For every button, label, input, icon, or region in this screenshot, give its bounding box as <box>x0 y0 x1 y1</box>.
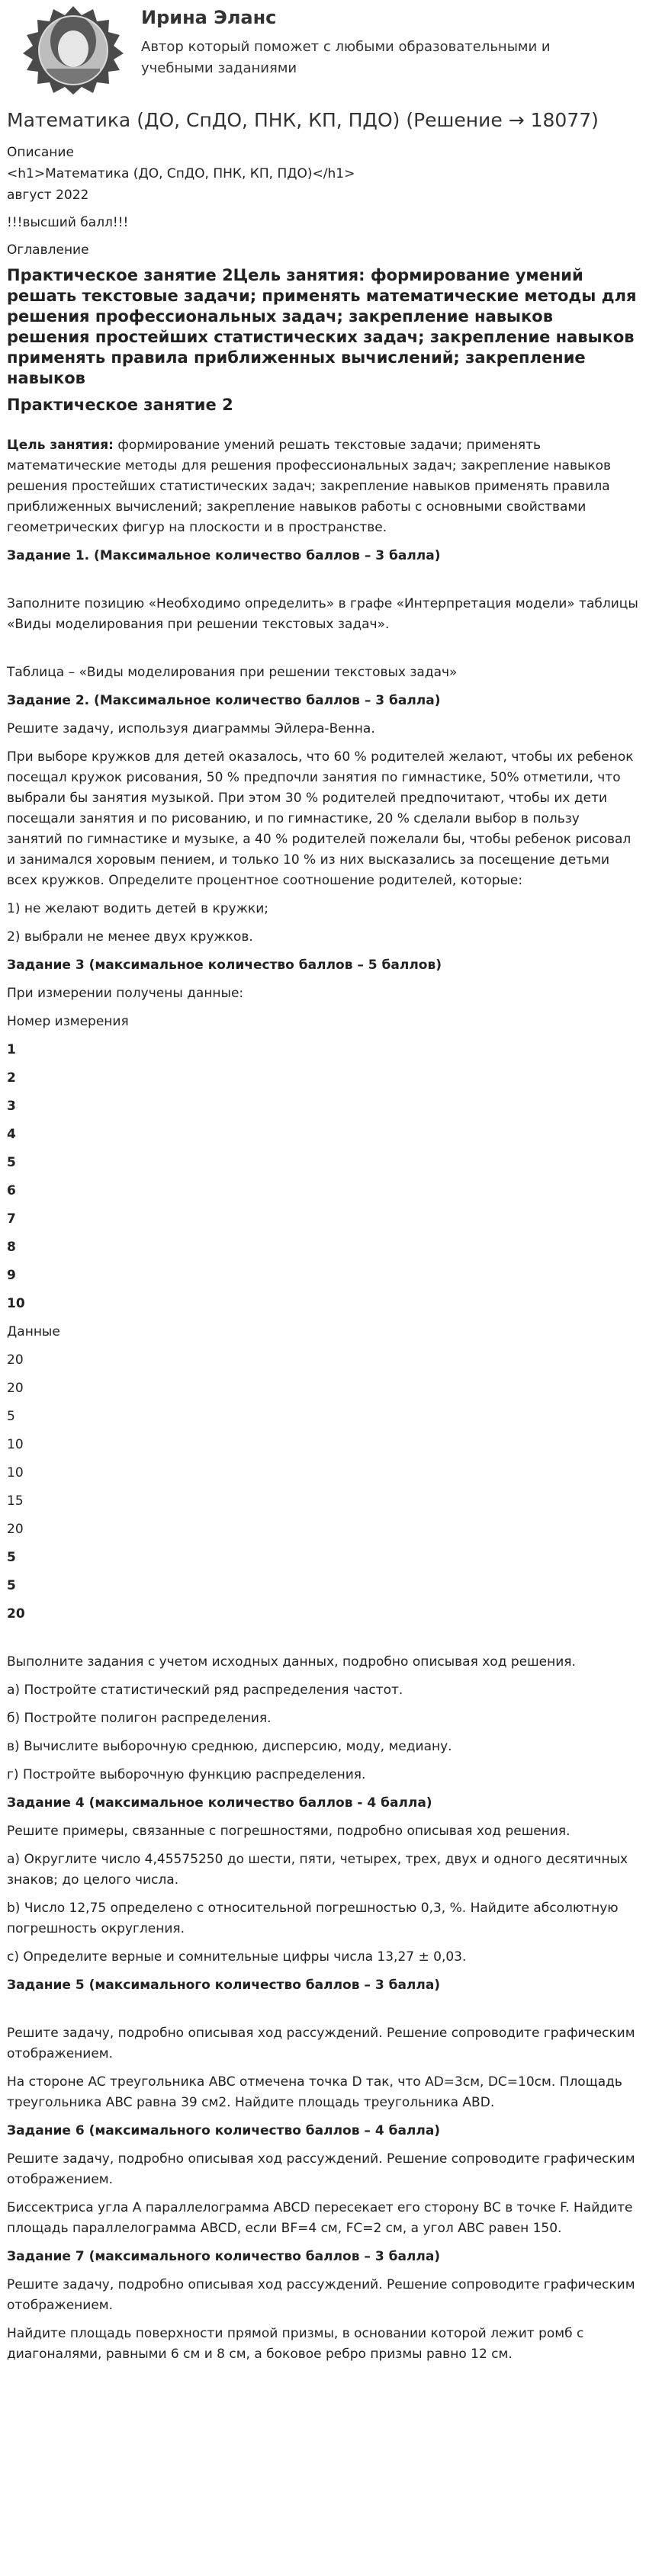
measurement-value: 20 <box>7 1381 24 1396</box>
measurement-value: 20 <box>7 1352 24 1368</box>
task5-text: На стороне AC треугольника ABC отмечена точка D так, что AD=3см, DC=10см. Площадь треугольника ABC равна 39 см2. Найдите площадь треугольника ABD. <box>7 2074 622 2110</box>
page-title: Математика (ДО, СпДО, ПНК, КП, ПДО) (Решение → 18077) <box>7 109 599 131</box>
toc-title: Практическое занятие 2Цель занятия: формирование умений решать текстовые задачи; применять математические методы для решения профессиональных задач; закрепление навыков решения простейших статистических задач; закрепление навыков применять правила приближенных вычислений; закрепление навыков <box>7 266 637 387</box>
task7-intro: Решите задачу, подробно описывая ход рассуждений. Решение сопроводите графическим отображением. <box>7 2277 635 2313</box>
measurement-number: 6 <box>7 1183 16 1198</box>
task7-text: Найдите площадь поверхности прямой призмы, в основании которой лежит ромб с диагоналями, равными 6 см и 8 см, а боковое ребро призмы равно 12 см. <box>7 2326 584 2362</box>
task7-heading: Задание 7 (максимального количество баллов – 3 балла) <box>7 2249 441 2264</box>
toc-label: Оглавление <box>7 242 89 258</box>
description-label: Описание <box>7 145 74 160</box>
practice-title: Практическое занятие 2 <box>7 396 233 414</box>
task2-item-1: 1) не желают водить детей в кружки; <box>7 901 268 916</box>
task3-item-a: а) Постройте статистический ряд распределения частот. <box>7 1683 403 1698</box>
task3-intro: При измерении получены данные: <box>7 986 244 1001</box>
task4-intro: Решите примеры, связанные с погрешностями, подробно описывая ход решения. <box>7 1824 570 1839</box>
goal-label: Цель занятия: <box>7 438 114 453</box>
task6-intro: Решите задачу, подробно описывая ход рассуждений. Решение сопроводите графическим отображением. <box>7 2151 635 2187</box>
measurement-number: 1 <box>7 1042 16 1057</box>
measurement-value: 15 <box>7 1493 24 1509</box>
task2-intro: Решите задачу, используя диаграммы Эйлера-Венна. <box>7 721 375 736</box>
spacer <box>7 2003 639 2023</box>
date-text: август 2022 <box>7 188 89 203</box>
goal-text: формирование умений решать текстовые задачи; применять математические методы для решения профессиональных задач; закрепление навыков решения простейших статистических задач; закрепление навыков применять правила приближенных вычислений; закрепление навыков работы с основными свойствами геометрических фигур на плоскости и в пространстве. <box>7 438 612 535</box>
measurement-value: 10 <box>7 1465 24 1480</box>
measurement-value: 5 <box>7 1550 16 1565</box>
measurement-value: 5 <box>7 1409 15 1424</box>
measurement-number: 10 <box>7 1296 25 1311</box>
measurement-value: 20 <box>7 1522 24 1537</box>
spacer <box>7 574 639 594</box>
task2-heading: Задание 2. (Максимальное количество баллов – 3 балла) <box>7 693 441 708</box>
highlight-text: !!!высший балл!!! <box>7 215 129 230</box>
raw-heading-text: <h1>Математика (ДО, СпДО, ПНК, КП, ПДО)</h1> <box>7 166 355 181</box>
task6-heading: Задание 6 (максимального количество баллов – 4 балла) <box>7 2123 441 2138</box>
task1-heading: Задание 1. (Максимальное количество баллов – 3 балла) <box>7 548 441 563</box>
measurement-value: 10 <box>7 1437 24 1452</box>
task4-item-c: c) Определите верные и сомнительные цифры числа 13,27 ± 0,03. <box>7 1949 467 1965</box>
task5-intro: Решите задачу, подробно описывая ход рассуждений. Решение сопроводите графическим отображением. <box>7 2026 635 2061</box>
task3-item-v: в) Вычислите выборочную среднюю, дисперсию, моду, медиану. <box>7 1739 452 1754</box>
task4-heading: Задание 4 (максимальное количество баллов - 4 балла) <box>7 1795 432 1811</box>
spacer <box>7 1632 639 1652</box>
measurement-number: 7 <box>7 1211 16 1227</box>
task5-heading: Задание 5 (максимального количество баллов – 3 балла) <box>7 1978 441 1993</box>
task3-item-b: б) Постройте полигон распределения. <box>7 1711 272 1726</box>
task4-item-b: b) Число 12,75 определено с относительной погрешностью 0,3, %. Найдите абсолютную погрешность округления. <box>7 1901 619 1936</box>
task3-instruction: Выполните задания с учетом исходных данных, подробно описывая ход решения. <box>7 1654 576 1670</box>
measurement-value: 20 <box>7 1606 25 1622</box>
measurement-value: 5 <box>7 1578 16 1593</box>
measurement-data-label: Данные <box>7 1324 60 1339</box>
goal-paragraph <box>7 435 639 538</box>
measurement-number: 2 <box>7 1070 16 1086</box>
task3-item-g: г) Постройте выборочную функцию распределения. <box>7 1767 366 1782</box>
spacer <box>7 643 639 662</box>
task6-text: Биссектриса угла A параллелограмма ABCD пересекает его сторону BC в точке F. Найдите площадь параллелограмма ABCD, если BF=4 см, FC=2 см, а угол ABC равен 150. <box>7 2200 633 2236</box>
measurement-number: 8 <box>7 1240 16 1255</box>
task3-heading: Задание 3 (максимальное количество баллов – 5 баллов) <box>7 958 442 973</box>
measurement-number: 3 <box>7 1099 16 1114</box>
measurement-number: 4 <box>7 1127 16 1142</box>
author-description: Автор который поможет с любыми образовательными и учебными заданиями <box>141 39 551 76</box>
measurement-number: 5 <box>7 1155 16 1170</box>
measurement-number-label: Номер измерения <box>7 1014 129 1029</box>
author-name[interactable]: Ирина Эланс <box>141 7 277 28</box>
task4-item-a: а) Округлите число 4,45575250 до шести, пяти, четырех, трех, двух и одного десятичных знаков; до целого числа. <box>7 1852 628 1888</box>
author-avatar[interactable] <box>16 5 130 96</box>
task1-text: Заполните позицию «Необходимо определить» в графе «Интерпретация модели» таблицы «Виды моделирования при решении текстовых задач». <box>7 596 638 632</box>
task2-item-2: 2) выбрали не менее двух кружков. <box>7 929 253 945</box>
author-header <box>7 0 639 101</box>
measurement-number: 9 <box>7 1268 16 1283</box>
task2-text: При выборе кружков для детей оказалось, что 60 % родителей желают, чтобы их ребенок посещал кружок рисования, 50 % предпочли занятия по гимнастике, 50% отметили, что выбрали бы занятия музыкой. При этом 30 % родителей предпочитают, чтобы их дети посещали занятия и по рисованию, и по гимнастике, 20 % сделали выбор в пользу занятий по гимнастике и музыке, а 40 % родителей пожелали бы, чтобы ребенок рисовал и занимался хоровым пением, и только 10 % из них высказались за посещение детьми всех кружков. Определите процентное соотношение родителей, которые: <box>7 749 634 888</box>
task1-table-caption: Таблица – «Виды моделирования при решении текстовых задач» <box>7 665 458 680</box>
